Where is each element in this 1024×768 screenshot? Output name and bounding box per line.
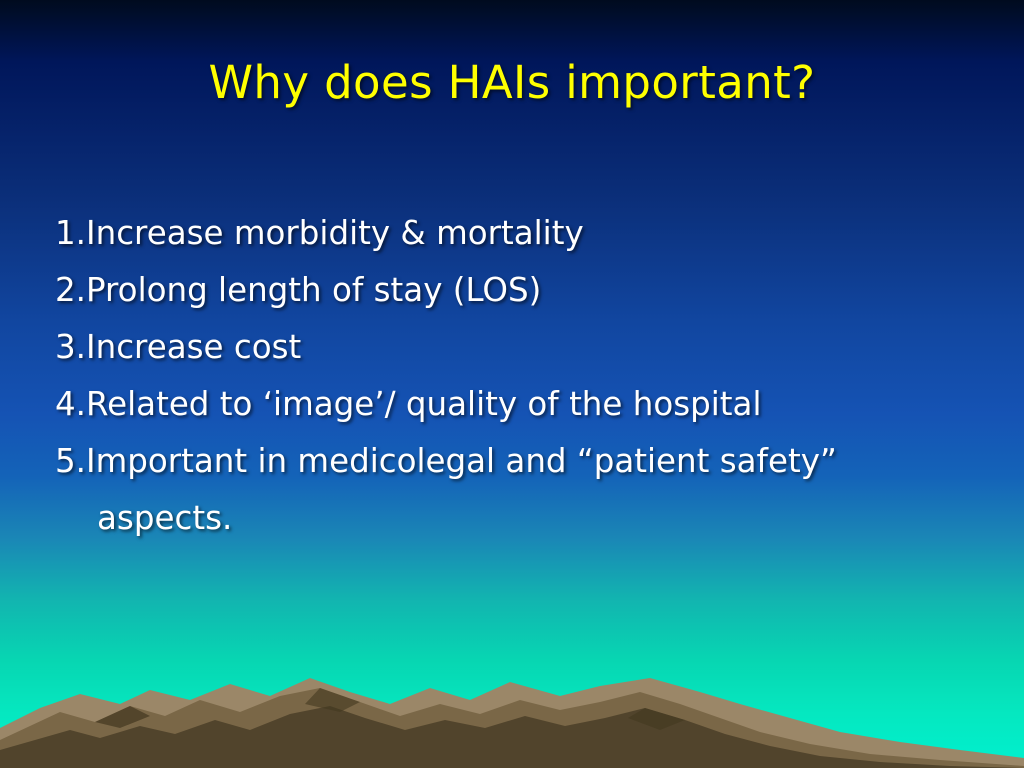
slide-body-list: [55, 205, 975, 547]
list-item: 5.Important in medicolegal and “patient safety” aspects.: [55, 442, 848, 537]
slide-title: Why does HAIs important?: [208, 56, 816, 109]
list-item: 3.Increase cost: [55, 328, 302, 366]
mountain-silhouette-graphic: [0, 608, 1024, 768]
list-item: 1.Increase morbidity & mortality: [55, 214, 584, 252]
list-item: 4.Related to ‘image’/ quality of the hospital: [55, 385, 762, 423]
list-item: 2.Prolong length of stay (LOS): [55, 271, 542, 309]
